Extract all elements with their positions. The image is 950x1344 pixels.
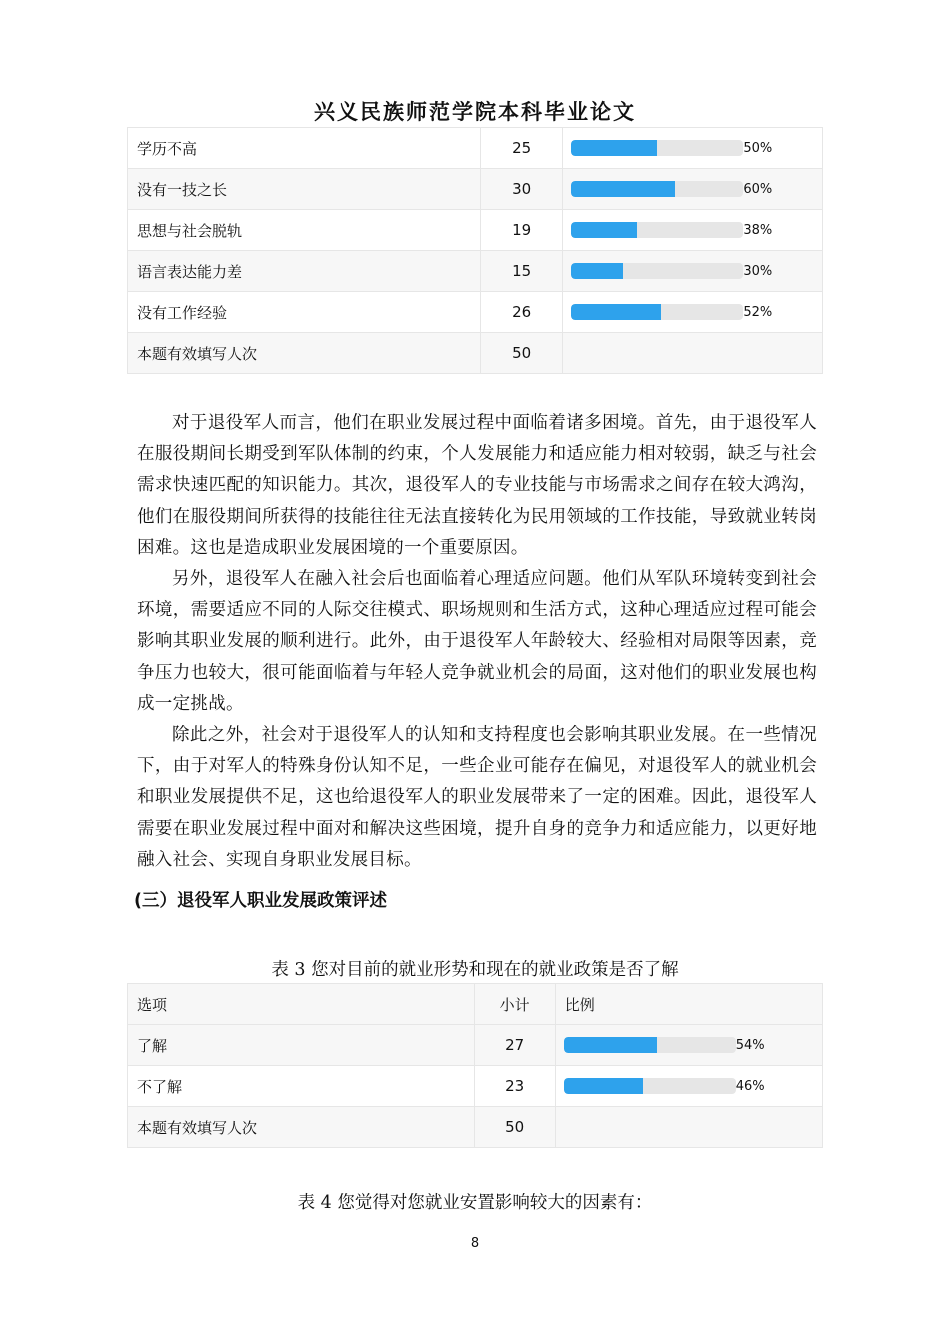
ratio-percent: 50% [743,140,773,156]
option-count: 15 [481,251,563,292]
ratio-percent: 60% [743,181,773,197]
header-option: 选项 [128,984,475,1025]
option-label: 语言表达能力差 [128,251,481,292]
table-row [128,169,823,210]
table-row [128,1025,823,1066]
ratio-bar [564,1037,736,1053]
ratio-bar [571,222,743,238]
paragraph: 对于退役军人而言，他们在职业发展过程中面临着诸多困境。首先，由于退役军人在服役期间长期受到军队体制的约束，个人发展能力和适应能力相对较弱，缺乏与社会需求快速匹配的知识能力。其次，退役军人的专业技能与市场需求之间存在较大鸿沟，他们在服役期间所获得的技能往往无法直接转化为民用领域的工作技能，导致就业转岗困难。这也是造成职业发展困境的一个重要原因。 [137,413,817,558]
ratio-cell [555,1107,822,1148]
ratio-percent: 54% [735,1037,765,1053]
table3-caption: 表 3 您对目前的就业形势和现在的就业政策是否了解 [271,960,679,980]
option-label: 没有工作经验 [128,292,481,333]
paragraph: 另外，退役军人在融入社会后也面临着心理适应问题。他们从军队环境转变到社会环境，需要适应不同的人际交往模式、职场规则和生活方式，这种心理适应过程可能会影响其职业发展的顺利进行。此外，由于退役军人年龄较大、经验相对局限等因素，竞争压力也较大，很可能面临着与年轻人竞争就业机会的局面，这对他们的职业发展也构成一定挑战。 [137,569,817,714]
ratio-bar-fill [571,181,674,197]
header-ratio: 比例 [555,984,822,1025]
ratio-bar-fill [564,1037,657,1053]
total-count: 50 [474,1107,555,1148]
option-label: 没有一技之长 [128,169,481,210]
paragraph: 除此之外，社会对于退役军人的认知和支持程度也会影响其职业发展。在一些情况下，由于对军人的特殊身份认知不足，一些企业可能存在偏见，对退役军人的就业机会和职业发展提供不足，这也给退役军人的职业发展带来了一定的困难。因此，退役军人需要在职业发展过程中面对和解决这些困境，提升自身的竞争力和适应能力，以更好地融入社会、实现自身职业发展目标。 [137,725,817,870]
ratio-bar-fill [564,1078,643,1094]
table-row [128,210,823,251]
survey-table-continued [127,127,823,374]
table-header-row [128,984,823,1025]
option-count: 30 [481,169,563,210]
option-count: 23 [474,1066,555,1107]
document-header: 兴义民族师范学院本科毕业论文 [314,100,636,124]
table-row [128,1066,823,1107]
ratio-bar-fill [571,304,660,320]
option-label: 思想与社会脱轨 [128,210,481,251]
section-heading: (三）退役军人职业发展政策评述 [134,891,387,911]
ratio-percent: 30% [743,263,773,279]
ratio-percent: 52% [743,304,773,320]
ratio-cell [563,292,823,333]
table-total-row [128,333,823,374]
ratio-cell [563,210,823,251]
total-label: 本题有效填写人次 [128,333,481,374]
option-count: 19 [481,210,563,251]
ratio-bar [571,304,743,320]
option-count: 27 [474,1025,555,1066]
ratio-bar [571,181,743,197]
ratio-cell [563,169,823,210]
ratio-bar [571,263,743,279]
ratio-cell [555,1066,822,1107]
total-label: 本题有效填写人次 [128,1107,475,1148]
ratio-cell [563,128,823,169]
ratio-percent: 38% [743,222,773,238]
table-row [128,292,823,333]
table-total-row [128,1107,823,1148]
survey-table-3 [127,983,823,1148]
page-number: 8 [470,1236,480,1251]
ratio-cell [563,333,823,374]
table4-caption: 表 4 您觉得对您就业安置影响较大的因素有： [297,1193,653,1213]
ratio-bar [564,1078,736,1094]
ratio-bar-fill [571,222,636,238]
ratio-bar-fill [571,140,657,156]
option-count: 25 [481,128,563,169]
table-row [128,251,823,292]
ratio-bar [571,140,743,156]
ratio-percent: 46% [735,1078,765,1094]
table-row [128,128,823,169]
body-text [137,408,817,876]
ratio-cell [563,251,823,292]
option-count: 26 [481,292,563,333]
option-label: 学历不高 [128,128,481,169]
option-label: 了解 [128,1025,475,1066]
option-label: 不了解 [128,1066,475,1107]
ratio-bar-fill [571,263,623,279]
ratio-cell [555,1025,822,1066]
total-count: 50 [481,333,563,374]
header-count: 小计 [474,984,555,1025]
